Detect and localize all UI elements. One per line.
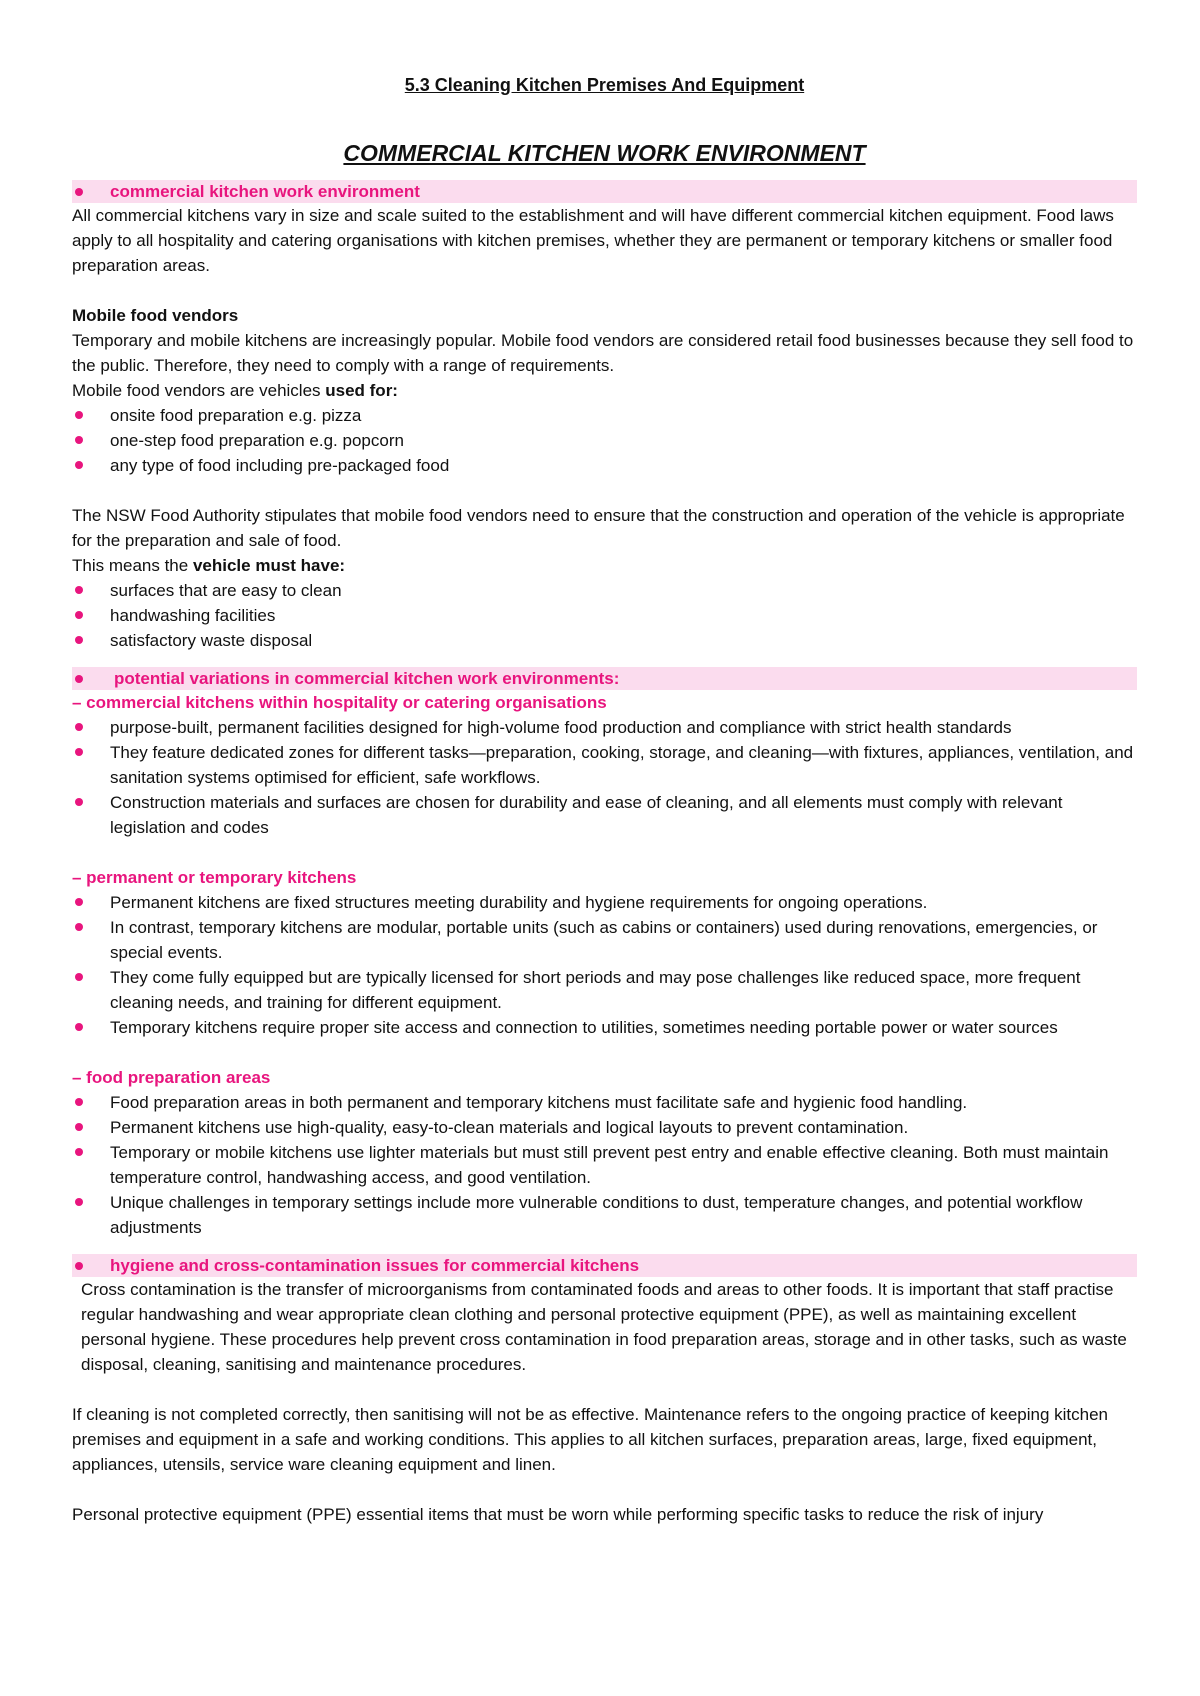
must-have-intro: This means the vehicle must have: (72, 556, 346, 575)
list-item: Unique challenges in temporary settings include more vulnerable conditions to dust, temperature changes, and potential workflow adjustments (72, 1190, 1137, 1240)
subheading-food-preparation-areas: – food preparation areas (72, 1068, 271, 1087)
cross-contamination-paragraph: Cross contamination is the transfer of microorganisms from contaminated foods and areas to other foods. It is important that staff practise regular handwashing and wear appropriate clean clothing and personal protective equipment (PPE), as well as maintaining excellent personal hygiene. These procedures help prevent cross contamination in food preparation areas, storage and in other tasks, such as waste disposal, cleaning, sanitising and maintenance procedures. (81, 1280, 1127, 1374)
list-item: Temporary or mobile kitchens use lighter materials but must still prevent pest entry and enable effective cleaning. Both must maintain temperature control, handwashing access, and good ventilation. (72, 1140, 1137, 1190)
must-have-list (72, 578, 1137, 653)
bullet-dot-icon (75, 188, 83, 196)
document-page (72, 72, 1137, 1527)
list-item: one-step food preparation e.g. popcorn (72, 428, 1137, 453)
list-item: onsite food preparation e.g. pizza (72, 403, 1137, 428)
list-item: satisfactory waste disposal (72, 628, 1137, 653)
list-item: Permanent kitchens use high-quality, easy-to-clean materials and logical layouts to prevent contamination. (72, 1115, 1137, 1140)
bullet-dot-icon (75, 675, 83, 683)
used-for-intro: Mobile food vendors are vehicles used for: (72, 381, 398, 400)
used-for-list (72, 403, 1137, 478)
section-heading-label: potential variations in commercial kitchen work environments: (114, 669, 620, 688)
subheading-permanent-temporary: – permanent or temporary kitchens (72, 868, 357, 887)
list-item: any type of food including pre-packaged food (72, 453, 1137, 478)
list-item: surfaces that are easy to clean (72, 578, 1137, 603)
section-heading-label: hygiene and cross-contamination issues for commercial kitchens (110, 1256, 640, 1275)
mobile-vendors-paragraph: Temporary and mobile kitchens are increasingly popular. Mobile food vendors are considered retail food businesses because they sell food to the public. Therefore, they need to comply with a range of requirements. (72, 331, 1134, 375)
list-item: handwashing facilities (72, 603, 1137, 628)
document-title: 5.3 Cleaning Kitchen Premises And Equipment (404, 75, 805, 95)
mobile-vendors-heading: Mobile food vendors (72, 306, 239, 325)
ppe-paragraph: Personal protective equipment (PPE) essential items that must be worn while performing specific tasks to reduce the risk of injury (72, 1505, 1044, 1524)
section-heading-variations (72, 667, 1137, 690)
document-subtitle: COMMERCIAL KITCHEN WORK ENVIRONMENT (343, 140, 866, 166)
subheading-hospitality-kitchens: – commercial kitchens within hospitality or catering organisations (72, 693, 607, 712)
list-item: Food preparation areas in both permanent and temporary kitchens must facilitate safe and hygienic food handling. (72, 1090, 1137, 1115)
list-item: They come fully equipped but are typically licensed for short periods and may pose challenges like reduced space, more frequent cleaning needs, and training for different equipment. (72, 965, 1137, 1015)
section-heading-hygiene (72, 1254, 1137, 1277)
list-item: In contrast, temporary kitchens are modular, portable units (such as cabins or containers) used during renovations, emergencies, or special events. (72, 915, 1137, 965)
food-preparation-list (72, 1090, 1137, 1240)
list-item: purpose-built, permanent facilities designed for high-volume food production and compliance with strict health standards (72, 715, 1137, 740)
section-heading-label: commercial kitchen work environment (110, 182, 420, 201)
list-item: Temporary kitchens require proper site access and connection to utilities, sometimes needing portable power or water sources (72, 1015, 1137, 1040)
bullet-dot-icon (75, 1262, 83, 1270)
intro-paragraph: All commercial kitchens vary in size and scale suited to the establishment and will have different commercial kitchen equipment. Food laws apply to all hospitality and catering organisations with kitchen premises, whether they are permanent or temporary kitchens or smaller food preparation areas. (72, 206, 1114, 275)
section-heading-work-environment (72, 180, 1137, 203)
cleaning-maintenance-paragraph: If cleaning is not completed correctly, then sanitising will not be as effective. Maintenance refers to the ongoing practice of keeping kitchen premises and equipment in a safe and working conditions. This applies to all kitchen surfaces, preparation areas, large, fixed equipment, appliances, utensils, service ware cleaning equipment and linen. (72, 1405, 1109, 1474)
list-item: Construction materials and surfaces are chosen for durability and ease of cleaning, and all elements must comply with relevant legislation and codes (72, 790, 1137, 840)
permanent-temporary-list (72, 890, 1137, 1040)
hospitality-kitchens-list (72, 715, 1137, 840)
list-item: They feature dedicated zones for different tasks—preparation, cooking, storage, and cleaning—with fixtures, appliances, ventilation, and sanitation systems optimised for efficient, safe workflows. (72, 740, 1137, 790)
nsw-authority-paragraph: The NSW Food Authority stipulates that mobile food vendors need to ensure that the construction and operation of the vehicle is appropriate for the preparation and sale of food. (72, 506, 1125, 550)
list-item: Permanent kitchens are fixed structures meeting durability and hygiene requirements for ongoing operations. (72, 890, 1137, 915)
